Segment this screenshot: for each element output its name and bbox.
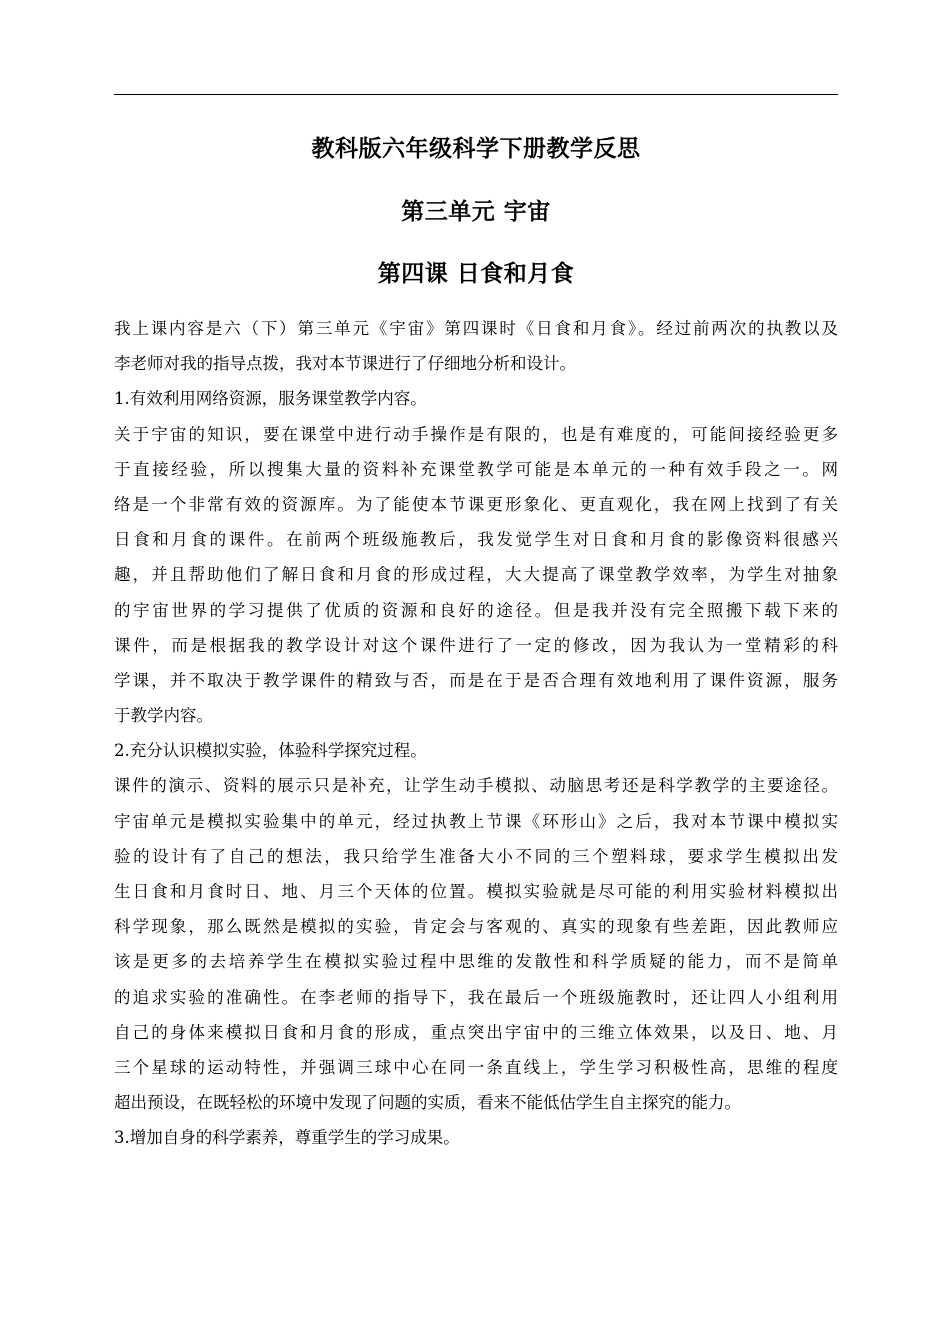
paragraph-line: 宇宙单元是模拟实验集中的单元，经过执教上节课《环形山》之后，我对本节课中模拟实 (114, 811, 838, 831)
paragraph-line: 超出预设，在既轻松的环境中发现了问题的实质，看来不能低估学生自主探究的能力。 (114, 1093, 741, 1113)
paragraph-line: 课件，而是根据我的教学设计对这个课件进行了一定的修改，因为我认为一堂精彩的科 (114, 635, 838, 655)
paragraph-line: 该是更多的去培养学生在模拟实验过程中思维的发散性和科学质疑的能力，而不是简单 (114, 952, 838, 972)
paragraph-line: 学课，并不取决于教学课件的精致与否，而是在于是否合理有效地利用了课件资源，服务 (114, 670, 838, 690)
section-heading-2: 2.充分认识模拟实验，体验科学探究过程。 (114, 741, 427, 761)
paragraph-line: 自己的身体来模拟日食和月食的形成，重点突出宇宙中的三维立体效果，以及日、地、月 (114, 1022, 838, 1042)
paragraph-line: 的宇宙世界的学习提供了优质的资源和良好的途径。但是我并没有完全照搬下载下来的 (114, 600, 838, 620)
paragraph-line: 趣，并且帮助他们了解日食和月食的形成过程，大大提高了课堂教学效率，为学生对抽象 (114, 565, 838, 585)
lesson-heading: 第四课 日食和月食 (377, 261, 575, 287)
paragraph-line: 于教学内容。 (114, 706, 213, 726)
paragraph-line: 于直接经验，所以搜集大量的资料补充课堂教学可能是本单元的一种有效手段之一。网 (114, 459, 838, 479)
intro-line: 李老师对我的指导点拨，我对本节课进行了仔细地分析和设计。 (114, 354, 576, 374)
body-text (114, 311, 838, 1156)
paragraph-line: 日食和月食的课件。在前两个班级施教后，我发觉学生对日食和月食的影像资料很感兴 (114, 530, 838, 550)
paragraph-line: 络是一个非常有效的资源库。为了能使本节课更形象化、更直观化，我在网上找到了有关 (114, 494, 838, 514)
paragraph-line: 验的设计有了自己的想法，我只给学生准备大小不同的三个塑料球，要求学生模拟出发 (114, 846, 838, 866)
paragraph-line: 的追求实验的准确性。在李老师的指导下，我在最后一个班级施教时，还让四人小组利用 (114, 987, 838, 1007)
document-title: 教科版六年级科学下册教学反思 (311, 136, 641, 162)
paragraph-line: 关于宇宙的知识，要在课堂中进行动手操作是有限的，也是有难度的，可能间接经验更多 (114, 424, 838, 444)
paragraph-line: 三个星球的运动特性，并强调三球中心在同一条直线上，学生学习积极性高，思维的程度 (114, 1057, 838, 1077)
paragraph-line: 课件的演示、资料的展示只是补充，让学生动手模拟、动脑思考还是科学教学的主要途径。 (114, 776, 838, 796)
section-heading-3: 3.增加自身的科学素养，尊重学生的学习成果。 (114, 1128, 460, 1148)
section-heading-1: 1.有效利用网络资源，服务课堂教学内容。 (114, 389, 427, 409)
unit-heading: 第三单元 宇宙 (401, 199, 551, 225)
header-rule (114, 94, 838, 95)
paragraph-line: 科学现象，那么既然是模拟的实验，肯定会与客观的、真实的现象有些差距，因此教师应 (114, 917, 838, 937)
intro-line: 我上课内容是六（下）第三单元《宇宙》第四课时《日食和月食》。经过前两次的执教以及 (114, 319, 838, 338)
paragraph-line: 生日食和月食时日、地、月三个天体的位置。模拟实验就是尽可能的利用实验材料模拟出 (114, 882, 838, 901)
